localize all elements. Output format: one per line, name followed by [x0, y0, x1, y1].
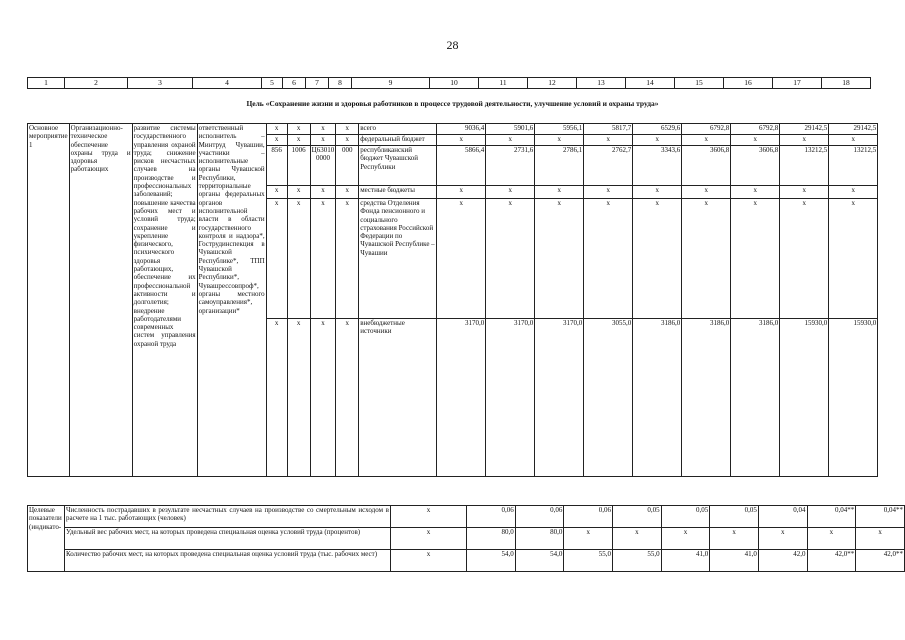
indicator-value-cell: 42,0 — [758, 550, 807, 572]
indicator-value-cell: 80,0 — [515, 528, 564, 550]
section-code-cell: x — [287, 319, 310, 477]
funding-value-cell: 2762,7 — [584, 146, 633, 186]
column-number: 13 — [577, 78, 626, 89]
status-code-cell: x — [266, 135, 287, 146]
funding-value-cell: 6792,8 — [731, 124, 780, 135]
status-code-cell: x — [266, 199, 287, 319]
column-number: 3 — [128, 78, 193, 89]
funding-value-cell: x — [682, 135, 731, 146]
indicator-value-cell: 0,06 — [467, 506, 516, 528]
expense-type-cell: 000 — [336, 146, 359, 186]
activity-table — [27, 123, 878, 477]
section-code-cell: x — [287, 135, 310, 146]
funding-source-cell: средства Отделения Фонда пенсионного и социального страхования Российской Федерации по Чувашской Республике – Чувашии — [359, 199, 437, 319]
funding-value-cell: x — [486, 135, 535, 146]
indicator-value-cell: x — [613, 528, 662, 550]
indicator-row — [28, 506, 905, 528]
funding-value-cell: 6529,6 — [633, 124, 682, 135]
indicator-name-cell: Количество рабочих мест, на которых проведена специальная оценка условий труда (тыс. рабочих мест) — [64, 550, 390, 572]
indicator-value-cell: 0,04** — [856, 506, 905, 528]
funding-value-cell: x — [780, 186, 829, 199]
funding-value-cell: x — [437, 199, 486, 319]
funding-value-cell: x — [780, 135, 829, 146]
funding-value-cell: x — [829, 186, 878, 199]
indicator-value-cell: x — [807, 528, 856, 550]
funding-value-cell: 3606,8 — [731, 146, 780, 186]
funding-value-cell: 29142,5 — [780, 124, 829, 135]
funding-value-cell: x — [535, 199, 584, 319]
indicator-row — [28, 550, 905, 572]
indicator-value-cell: 55,0 — [564, 550, 613, 572]
section-code-cell: x — [287, 186, 310, 199]
column-number: 4 — [193, 78, 262, 89]
column-number: 10 — [430, 78, 479, 89]
funding-value-cell: x — [486, 186, 535, 199]
status-code-cell: x — [266, 124, 287, 135]
funding-value-cell: 3186,0 — [682, 319, 731, 477]
funding-value-cell: 15930,0 — [829, 319, 878, 477]
funding-value-cell: x — [731, 135, 780, 146]
funding-value-cell: 6792,8 — [682, 124, 731, 135]
funding-value-cell: 13212,5 — [780, 146, 829, 186]
indicators-table — [27, 505, 905, 572]
section-code-cell: x — [287, 199, 310, 319]
activity-col1: Основное мероприятие 1 — [28, 124, 70, 477]
funding-value-cell: x — [633, 199, 682, 319]
funding-source-cell: республиканский бюджет Чувашской Республики — [359, 146, 437, 186]
activity-col2: Организационно-техническое обеспечение охраны труда и здоровья работающих — [69, 124, 132, 477]
funding-source-cell: местные бюджеты — [359, 186, 437, 199]
funding-value-cell: 3055,0 — [584, 319, 633, 477]
indicator-row — [28, 528, 905, 550]
indicator-value-cell: 41,0 — [661, 550, 710, 572]
funding-value-cell: 2786,1 — [535, 146, 584, 186]
status-code-cell: 856 — [266, 146, 287, 186]
section-code-cell: 1006 — [287, 146, 310, 186]
funding-value-cell: x — [437, 135, 486, 146]
funding-value-cell: 3343,6 — [633, 146, 682, 186]
column-number: 9 — [352, 78, 430, 89]
funding-value-cell: x — [780, 199, 829, 319]
indicator-value-cell: 42,0** — [807, 550, 856, 572]
funding-value-cell: x — [584, 199, 633, 319]
indicator-source-cell: x — [390, 506, 466, 528]
indicator-value-cell: 0,06 — [515, 506, 564, 528]
goal-title: Цель «Сохранение жизни и здоровья работников в процессе трудовой деятельности, улучшение условий и охраны труда» — [246, 99, 659, 108]
indicator-source-cell: x — [390, 528, 466, 550]
funding-value-cell: 13212,5 — [829, 146, 878, 186]
column-number: 2 — [65, 78, 128, 89]
indicator-value-cell: 54,0 — [515, 550, 564, 572]
activity-col3: развитие системы государственного управления охраной труда; снижение рисков несчастных случаев на производстве и профессиональных заболеваний; повышение качества рабочих мест и условий труда; сохранение и укрепление физического, психического здоровья работающих, обеспечение их профессиональной активности и долголетия; внедрение работодателями современных систем управления охраной труда — [132, 124, 197, 477]
funding-value-cell: x — [437, 186, 486, 199]
indicators-label: Целевые показатели (индикато- — [28, 506, 65, 572]
funding-value-cell: x — [535, 186, 584, 199]
funding-value-cell: x — [633, 135, 682, 146]
section-code-cell: x — [287, 124, 310, 135]
indicator-value-cell: 0,05 — [613, 506, 662, 528]
indicator-value-cell: 54,0 — [467, 550, 516, 572]
funding-value-cell: x — [829, 135, 878, 146]
funding-value-cell: 3170,0 — [437, 319, 486, 477]
funding-value-cell: x — [829, 199, 878, 319]
indicator-value-cell: x — [661, 528, 710, 550]
target-item-cell: x — [310, 124, 336, 135]
column-number: 11 — [479, 78, 528, 89]
funding-source-cell: всего — [359, 124, 437, 135]
indicator-source-cell: x — [390, 550, 466, 572]
funding-value-cell: x — [731, 199, 780, 319]
status-code-cell: x — [266, 319, 287, 477]
expense-type-cell: x — [336, 319, 359, 477]
indicator-value-cell: 0,05 — [710, 506, 759, 528]
column-number: 5 — [262, 78, 283, 89]
funding-value-cell: 15930,0 — [780, 319, 829, 477]
indicator-value-cell: 42,0** — [856, 550, 905, 572]
expense-type-cell: x — [336, 186, 359, 199]
column-number: 16 — [724, 78, 773, 89]
funding-value-cell: 5901,6 — [486, 124, 535, 135]
column-number: 14 — [626, 78, 675, 89]
indicator-value-cell: 41,0 — [710, 550, 759, 572]
target-item-cell: x — [310, 186, 336, 199]
funding-value-cell: x — [682, 199, 731, 319]
funding-row — [28, 124, 878, 135]
indicator-value-cell: x — [564, 528, 613, 550]
target-item-cell: x — [310, 319, 336, 477]
funding-value-cell: 5866,4 — [437, 146, 486, 186]
funding-value-cell: 3170,0 — [486, 319, 535, 477]
funding-value-cell: 5956,1 — [535, 124, 584, 135]
target-item-cell: x — [310, 135, 336, 146]
funding-value-cell: x — [731, 186, 780, 199]
column-number: 12 — [528, 78, 577, 89]
funding-value-cell: x — [486, 199, 535, 319]
indicator-value-cell: 0,06 — [564, 506, 613, 528]
column-number: 1 — [28, 78, 65, 89]
expense-type-cell: x — [336, 135, 359, 146]
expense-type-cell: x — [336, 124, 359, 135]
indicator-value-cell: x — [856, 528, 905, 550]
column-number: 6 — [283, 78, 306, 89]
column-number: 17 — [773, 78, 822, 89]
column-number-header — [27, 77, 871, 89]
indicator-value-cell: 0,04** — [807, 506, 856, 528]
indicator-name-cell: Численность пострадавших в результате несчастных случаев на производстве со смертельным исходом в расчете на 1 тыс. работающих (человек) — [64, 506, 390, 528]
funding-value-cell: x — [682, 186, 731, 199]
activity-col4: ответственный исполнитель – Минтруд Чувашии, участники – исполнительные органы Чувашской Республики, территориальные органы федеральных органов исполнительной власти в области государственного контроля и надзора*, Гострудинспекция в Чувашской Республике*, ТПП Чувашской Республики*, Чувашрессовпроф*, органы местного самоуправления*, организации* — [197, 124, 266, 477]
funding-value-cell: x — [633, 186, 682, 199]
funding-value-cell: x — [535, 135, 584, 146]
indicator-value-cell: 80,0 — [467, 528, 516, 550]
indicator-value-cell: 55,0 — [613, 550, 662, 572]
page-number: 28 — [446, 38, 459, 52]
indicator-value-cell: 0,04 — [758, 506, 807, 528]
funding-value-cell: 3170,0 — [535, 319, 584, 477]
funding-value-cell: 3186,0 — [633, 319, 682, 477]
funding-value-cell: 2731,6 — [486, 146, 535, 186]
column-number: 7 — [306, 78, 329, 89]
funding-value-cell: 3186,0 — [731, 319, 780, 477]
target-item-cell: x — [310, 199, 336, 319]
status-code-cell: x — [266, 186, 287, 199]
indicator-value-cell: x — [758, 528, 807, 550]
funding-value-cell: 5817,7 — [584, 124, 633, 135]
funding-source-cell: внебюджетные источники — [359, 319, 437, 477]
funding-value-cell: 9036,4 — [437, 124, 486, 135]
target-item-cell: Ц63010 0000 — [310, 146, 336, 186]
column-number: 15 — [675, 78, 724, 89]
funding-source-cell: федеральный бюджет — [359, 135, 437, 146]
funding-value-cell: 29142,5 — [829, 124, 878, 135]
funding-value-cell: 3606,8 — [682, 146, 731, 186]
indicator-name-cell: Удельный вес рабочих мест, на которых проведена специальная оценка условий труда (процентов) — [64, 528, 390, 550]
column-number: 8 — [329, 78, 352, 89]
column-number: 18 — [822, 78, 871, 89]
funding-value-cell: x — [584, 135, 633, 146]
funding-value-cell: x — [584, 186, 633, 199]
indicator-value-cell: x — [710, 528, 759, 550]
expense-type-cell: x — [336, 199, 359, 319]
indicator-value-cell: 0,05 — [661, 506, 710, 528]
